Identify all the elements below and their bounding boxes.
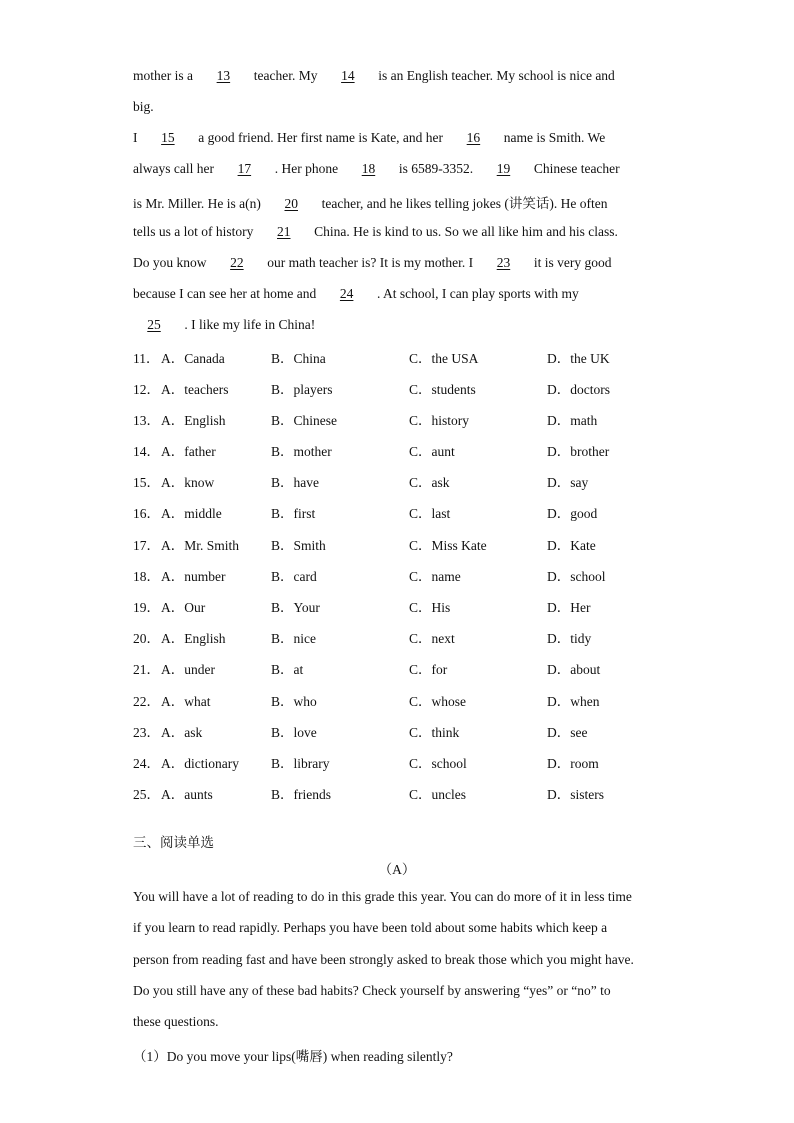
option-text: A．English <box>161 413 226 428</box>
option-b[interactable]: B．first <box>271 506 316 521</box>
option-b[interactable]: B．players <box>271 382 333 397</box>
option-d[interactable]: D．say <box>547 475 589 490</box>
option-c[interactable]: C．students <box>409 382 476 397</box>
option-c[interactable]: C．next <box>409 631 455 646</box>
option-d[interactable]: D．good <box>547 506 598 521</box>
question-row <box>133 440 693 460</box>
option-c[interactable]: C．Miss Kate <box>409 538 487 553</box>
section-title: 三、阅读单选 <box>133 835 214 851</box>
question-number: 16． <box>133 506 160 521</box>
reading-line: You will have a lot of reading to do in this grade this year. You can do more of it in less time <box>133 889 632 904</box>
text: because I can see her at home and <box>133 286 320 301</box>
option-b[interactable]: B．library <box>271 756 330 771</box>
option-text: A．Our <box>161 600 206 615</box>
option-b[interactable]: B．nice <box>271 631 316 646</box>
text: I <box>133 130 141 145</box>
option-text: A．Canada <box>161 351 225 366</box>
question-row <box>133 752 693 772</box>
question-row <box>133 658 693 678</box>
passage-line-4 <box>133 161 620 177</box>
passage-line-9 <box>133 317 315 333</box>
option-d[interactable]: D．tidy <box>547 631 592 646</box>
question-number: 20． <box>133 631 160 646</box>
option-d[interactable]: D．see <box>547 725 588 740</box>
reading-question: （1）Do you move your lips(嘴唇) when reading silently? <box>133 1049 453 1064</box>
option-b[interactable]: B．mother <box>271 444 332 459</box>
passage-line-8 <box>133 286 616 302</box>
passage-subtitle: （A） <box>378 862 416 877</box>
option-c[interactable]: C．His <box>409 600 451 615</box>
option-d[interactable]: D．Her <box>547 600 591 615</box>
text: Do you know <box>133 255 210 270</box>
option-a[interactable] <box>133 534 239 554</box>
option-c[interactable]: C．think <box>409 725 460 740</box>
question-number: 18． <box>133 569 160 584</box>
question-number: 14． <box>133 444 160 459</box>
reading-line: if you learn to read rapidly. Perhaps you have been told about some habits which keep a <box>133 920 608 935</box>
reading-line: person from reading fast and have been strongly asked to break those which you might have. <box>133 952 634 967</box>
option-b[interactable]: B．who <box>271 694 317 709</box>
option-b[interactable]: B．Smith <box>271 538 326 553</box>
passage-line-2 <box>133 99 154 115</box>
text: a good friend. Her first name is Kate, and her <box>194 130 447 145</box>
question-row <box>133 378 693 398</box>
question-row <box>133 502 693 522</box>
passage-line-1 <box>133 68 615 84</box>
text: name is Smith. We <box>500 130 606 145</box>
question-row <box>133 596 693 616</box>
option-d[interactable]: D．school <box>547 569 606 584</box>
option-a[interactable] <box>133 721 202 741</box>
option-b[interactable]: B．Your <box>271 600 320 615</box>
option-d[interactable]: D．about <box>547 662 601 677</box>
blank-19[interactable]: 19 <box>496 161 511 176</box>
option-b[interactable]: B．friends <box>271 787 331 802</box>
option-c[interactable]: C．whose <box>409 694 466 709</box>
question-row <box>133 627 693 647</box>
blank-22[interactable]: 22 <box>230 255 244 270</box>
text: teacher, and he likes telling jokes (讲笑话). He often <box>318 196 608 211</box>
question-number: 21． <box>133 662 160 677</box>
option-a[interactable] <box>133 471 214 491</box>
question-row <box>133 534 693 554</box>
passage-line-3 <box>133 130 605 146</box>
question-number: 24． <box>133 756 160 771</box>
blank-25[interactable]: 25 <box>147 317 161 332</box>
option-d[interactable]: D．the UK <box>547 351 610 366</box>
option-text: A．Mr. Smith <box>161 538 240 553</box>
option-c[interactable]: C．school <box>409 756 467 771</box>
option-d[interactable]: D．Kate <box>547 538 596 553</box>
option-text: A．know <box>161 475 215 490</box>
option-a[interactable] <box>133 627 226 647</box>
option-a[interactable] <box>133 409 226 429</box>
blank-17[interactable]: 17 <box>237 161 252 176</box>
option-a[interactable] <box>133 347 225 367</box>
option-a[interactable] <box>133 690 211 710</box>
text: is 6589-3352. <box>395 161 477 176</box>
blank-16[interactable]: 16 <box>466 130 481 145</box>
option-text: A．what <box>161 694 211 709</box>
text: China. He is kind to us. So we all like him and his class. <box>310 224 618 239</box>
option-b[interactable]: B．love <box>271 725 317 740</box>
question-number: 12． <box>133 382 160 397</box>
option-a[interactable] <box>133 378 228 398</box>
question-row <box>133 721 693 741</box>
text: . At school, I can play sports with my <box>373 286 583 301</box>
text: . I like my life in China! <box>181 317 316 332</box>
passage-line-6 <box>133 224 618 240</box>
passage-line-5 <box>133 192 608 212</box>
text: is Mr. Miller. He is a(n) <box>133 196 265 211</box>
passage-line-7 <box>133 255 611 271</box>
option-b[interactable]: B．card <box>271 569 317 584</box>
question-row <box>133 347 693 367</box>
blank-24[interactable]: 24 <box>339 286 354 301</box>
question-row <box>133 690 693 710</box>
option-d[interactable]: D．math <box>547 413 598 428</box>
option-c[interactable]: C．history <box>409 413 470 428</box>
option-c[interactable]: C．aunt <box>409 444 455 459</box>
blank-15[interactable]: 15 <box>161 130 175 145</box>
question-number: 15． <box>133 475 160 490</box>
question-row <box>133 471 693 491</box>
option-c[interactable]: C．uncles <box>409 787 466 802</box>
text: . Her phone <box>271 161 342 176</box>
text: tells us a lot of history <box>133 224 257 239</box>
question-number: 11． <box>133 351 160 366</box>
option-text: A．teachers <box>161 382 229 397</box>
option-text: A．ask <box>161 725 203 740</box>
option-c[interactable]: C．ask <box>409 475 450 490</box>
text: our math teacher is? It is my mother. I <box>263 255 477 270</box>
option-d[interactable]: D．doctors <box>547 382 610 397</box>
option-b[interactable]: B．China <box>271 351 326 366</box>
option-d[interactable]: D．when <box>547 694 600 709</box>
blank-23[interactable]: 23 <box>496 255 511 270</box>
text: Chinese teacher <box>530 161 620 176</box>
text: is an English teacher. My school is nice and <box>374 68 615 83</box>
blank-18[interactable]: 18 <box>361 161 376 176</box>
blank-14[interactable]: 14 <box>341 68 355 83</box>
option-d[interactable]: D．sisters <box>547 787 604 802</box>
question-number: 25． <box>133 787 160 802</box>
option-b[interactable]: B．Chinese <box>271 413 337 428</box>
option-a[interactable] <box>133 783 213 803</box>
option-text: A．middle <box>161 506 222 521</box>
option-text: A．dictionary <box>161 756 239 771</box>
text: it is very good <box>530 255 612 270</box>
blank-13[interactable]: 13 <box>216 68 231 83</box>
option-a[interactable] <box>133 440 216 460</box>
option-text: A．English <box>161 631 226 646</box>
option-text: A．number <box>161 569 226 584</box>
option-a[interactable] <box>133 596 205 616</box>
text: mother is a <box>133 68 197 83</box>
question-number: 17． <box>133 538 160 553</box>
question-number: 19． <box>133 600 160 615</box>
option-c[interactable]: C．last <box>409 506 451 521</box>
question-number: 13． <box>133 413 160 428</box>
option-d[interactable]: D．room <box>547 756 599 771</box>
text: teacher. My <box>250 68 321 83</box>
blank-21[interactable]: 21 <box>277 224 291 239</box>
option-text: A．aunts <box>161 787 213 802</box>
question-number: 22． <box>133 694 160 709</box>
option-a[interactable] <box>133 658 215 678</box>
option-a[interactable] <box>133 565 226 585</box>
option-c[interactable]: C．name <box>409 569 461 584</box>
question-row <box>133 409 693 429</box>
option-a[interactable] <box>133 752 239 772</box>
option-text: A．under <box>161 662 215 677</box>
option-c[interactable]: C．for <box>409 662 448 677</box>
option-c[interactable]: C．the USA <box>409 351 479 366</box>
question-row <box>133 783 693 803</box>
text: big. <box>133 99 154 114</box>
reading-line: these questions. <box>133 1014 219 1029</box>
text: always call her <box>133 161 218 176</box>
blank-20[interactable]: 20 <box>284 196 298 211</box>
option-d[interactable]: D．brother <box>547 444 610 459</box>
option-b[interactable]: B．at <box>271 662 304 677</box>
option-a[interactable] <box>133 502 222 522</box>
option-b[interactable]: B．have <box>271 475 319 490</box>
option-text: A．father <box>161 444 216 459</box>
question-number: 23． <box>133 725 160 740</box>
question-row <box>133 565 693 585</box>
reading-line: Do you still have any of these bad habits? Check yourself by answering “yes” or “no” to <box>133 983 611 998</box>
